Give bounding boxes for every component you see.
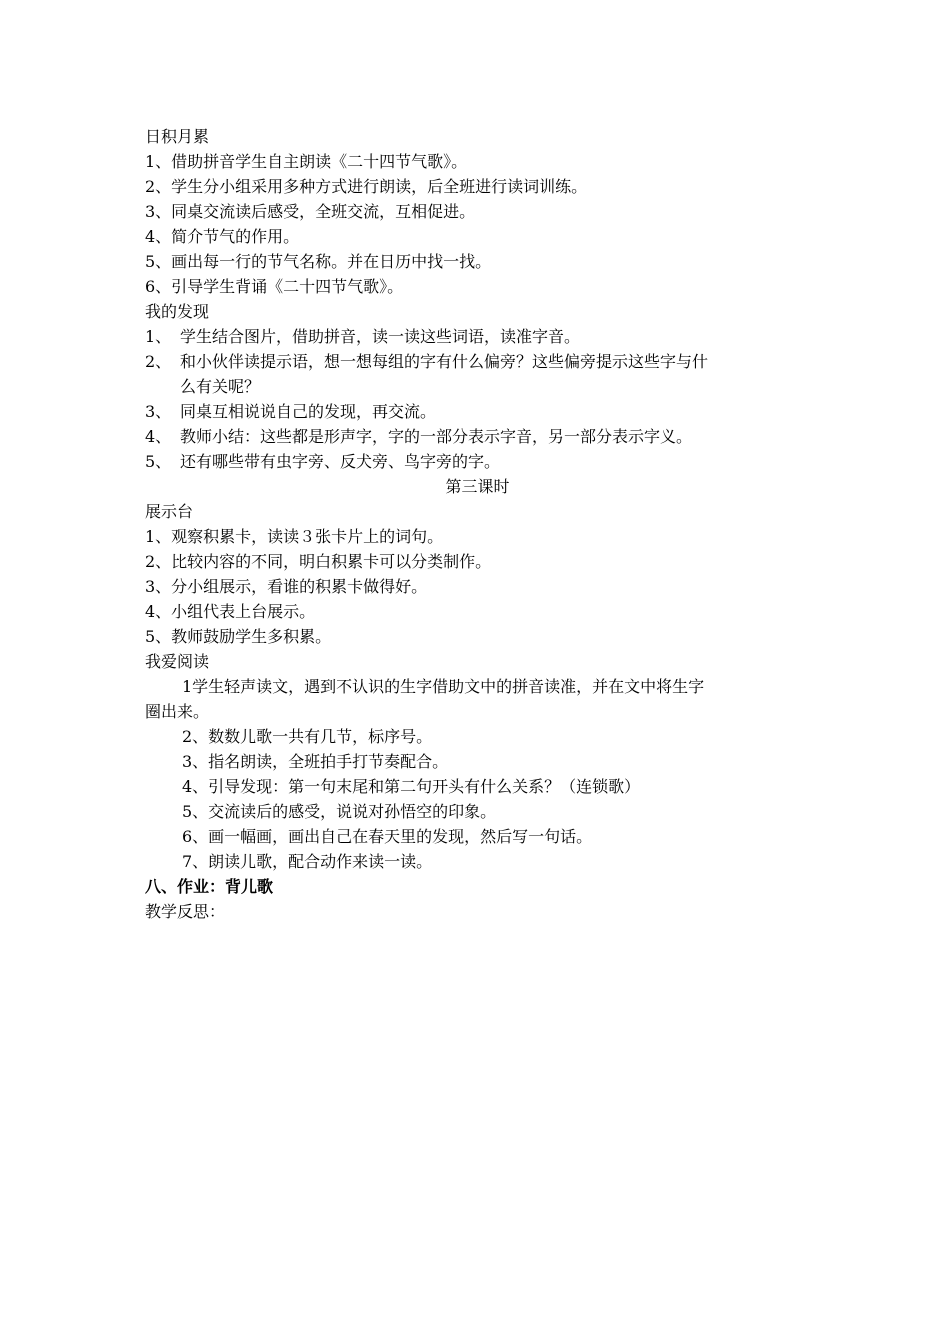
list-item-text: 教师小结：这些都是形声字，字的一部分表示字音，另一部分表示字义。	[180, 427, 693, 446]
list-item: 4、简介节气的作用。	[145, 227, 300, 246]
list-item: 1、观察积累卡，读读３张卡片上的词句。	[145, 527, 444, 546]
section-heading-zhanshi: 展示台	[145, 502, 194, 521]
list-item: 6、画一幅画，画出自己在春天里的发现，然后写一句话。	[182, 827, 593, 846]
list-item	[145, 399, 810, 424]
list-item: 5、教师鼓励学生多积累。	[145, 627, 332, 646]
section-heading-yuedu: 我爱阅读	[145, 652, 210, 671]
list-item: 5、画出每一行的节气名称。并在日历中找一找。	[145, 252, 492, 271]
list-item	[145, 324, 810, 349]
list-item-continuation: 圈出来。	[145, 702, 210, 721]
list-item: 3、分小组展示，看谁的积累卡做得好。	[145, 577, 428, 596]
list-item: 2、数数儿歌一共有几节，标序号。	[182, 727, 433, 746]
list-item-number: 1、	[145, 327, 172, 346]
list-item-text: 和小伙伴读提示语，想一想每组的字有什么偏旁？这些偏旁提示这些字与什	[180, 352, 709, 371]
list-item-number: 5、	[145, 452, 172, 471]
list-item: 6、引导学生背诵《二十四节气歌》。	[145, 277, 404, 296]
list-item-text: 学生结合图片，借助拼音，读一读这些词语，读准字音。	[180, 327, 581, 346]
lesson-title: 第三课时	[445, 477, 510, 496]
list-item	[145, 424, 810, 449]
list-item: 3、指名朗读，全班拍手打节奏配合。	[182, 752, 449, 771]
list-item: 5、交流读后的感受，说说对孙悟空的印象。	[182, 802, 497, 821]
list-item-number: 4、	[145, 427, 172, 446]
list-item-text: 同桌互相说说自己的发现，再交流。	[180, 402, 437, 421]
list-item	[145, 449, 810, 474]
list-item: 7、朗读儿歌，配合动作来读一读。	[182, 852, 433, 871]
list-item: 2、学生分小组采用多种方式进行朗读，后全班进行读词训练。	[145, 177, 588, 196]
list-item: 2、比较内容的不同，明白积累卡可以分类制作。	[145, 552, 492, 571]
list-item: 4、小组代表上台展示。	[145, 602, 316, 621]
list-item	[145, 349, 810, 374]
list-item-continuation: 么有关呢？	[180, 377, 261, 396]
list-item: 4、引导发现：第一句末尾和第二句开头有什么关系？（连锁歌）	[182, 777, 641, 796]
section-heading-faxian: 我的发现	[145, 302, 210, 321]
document-body	[145, 124, 810, 924]
list-item: 3、同桌交流读后感受，全班交流，互相促进。	[145, 202, 476, 221]
reflection-label: 教学反思：	[145, 902, 226, 921]
list-item: 1学生轻声读文，遇到不认识的生字借助文中的拼音读准，并在文中将生字	[182, 677, 705, 696]
list-item-text: 还有哪些带有虫字旁、反犬旁、鸟字旁的字。	[180, 452, 501, 471]
list-item-number: 3、	[145, 402, 172, 421]
list-item: 1、借助拼音学生自主朗读《二十四节气歌》。	[145, 152, 468, 171]
homework-heading: 八、作业：背儿歌	[145, 877, 274, 896]
section-heading-riji: 日积月累	[145, 127, 210, 146]
list-item-number: 2、	[145, 352, 172, 371]
